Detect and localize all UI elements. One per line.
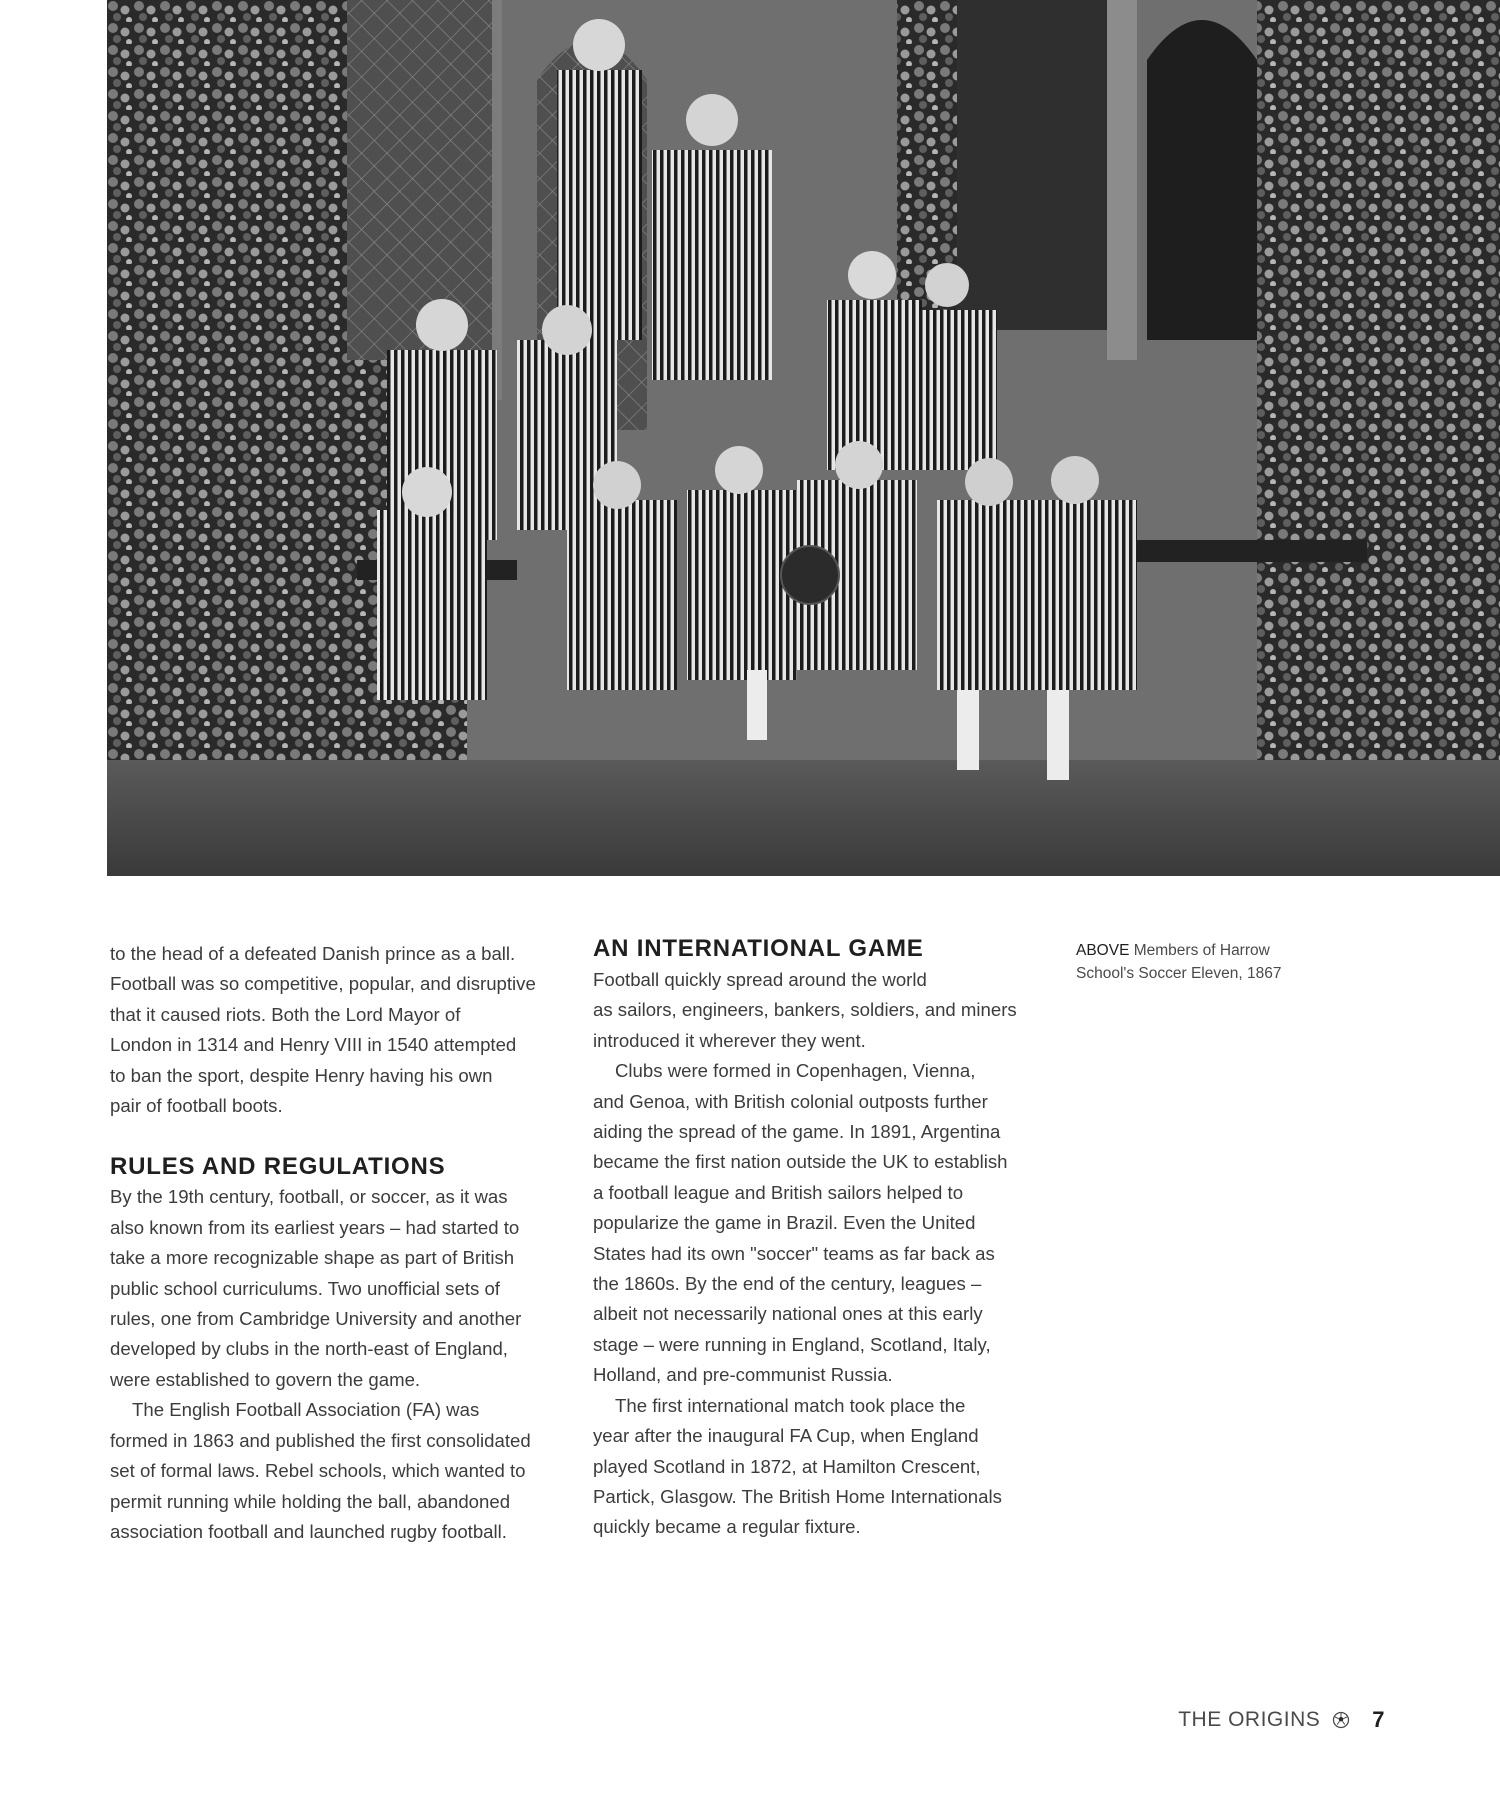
text-line: the 1860s. By the end of the century, leagues –: [593, 1273, 982, 1295]
text-line: a football league and British sailors helped to: [593, 1181, 964, 1203]
text-line: were established to govern the game.: [110, 1368, 421, 1390]
text-line: The English Football Association (FA) was: [132, 1399, 480, 1421]
text-line: introduced it wherever they went.: [593, 1029, 866, 1051]
text-line: aiding the spread of the game. In 1891, Argentina: [593, 1121, 1001, 1143]
rules-paragraph-2: [110, 1395, 560, 1547]
text-line: States had its own "soccer" teams as far back as: [593, 1242, 995, 1264]
text-line: and Genoa, with British colonial outposts further: [593, 1090, 988, 1112]
left-column: [110, 939, 560, 1547]
page-footer: [1178, 1707, 1385, 1733]
rules-paragraph-1: [110, 1182, 560, 1395]
caption-label: ABOVE: [1076, 942, 1130, 959]
international-paragraph-3: [593, 1391, 1043, 1543]
text-line: year after the inaugural FA Cup, when England: [593, 1425, 979, 1447]
text-line: also known from its earliest years – had started to: [110, 1216, 520, 1238]
text-line: association football and launched rugby football.: [110, 1520, 507, 1542]
caption-text: Members of Harrow: [1133, 942, 1270, 959]
section-heading-rules: RULES AND REGULATIONS: [110, 1153, 446, 1181]
text-line: Holland, and pre-communist Russia.: [593, 1364, 893, 1386]
text-line: to ban the sport, despite Henry having his own: [110, 1064, 493, 1086]
text-line: popularize the game in Brazil. Even the United: [593, 1212, 976, 1234]
text-line: developed by clubs in the north-east of England,: [110, 1338, 508, 1360]
intro-paragraph: [110, 939, 560, 1121]
text-line: Partick, Glasgow. The British Home Internationals: [593, 1485, 1002, 1507]
text-line: take a more recognizable shape as part of British: [110, 1247, 515, 1269]
text-line: Football quickly spread around the world: [593, 969, 927, 990]
text-line: Football was so competitive, popular, and disruptive: [110, 973, 536, 995]
team-photograph: [107, 0, 1500, 876]
photo-caption: [1076, 939, 1336, 985]
text-line: stage – were running in England, Scotland, Italy,: [593, 1333, 991, 1355]
text-line: formed in 1863 and published the first consolidated: [110, 1429, 531, 1451]
section-title: THE ORIGINS: [1178, 1708, 1321, 1731]
text-line: became the first nation outside the UK to establish: [593, 1151, 1008, 1173]
section-heading-international: AN INTERNATIONAL GAME: [593, 935, 924, 962]
text-line: permit running while holding the ball, abandoned: [110, 1490, 511, 1512]
text-line: set of formal laws. Rebel schools, which wanted to: [110, 1460, 526, 1482]
text-line: London in 1314 and Henry VIII in 1540 attempted: [110, 1034, 517, 1056]
international-paragraph-1: [593, 965, 1043, 1056]
page-number: 7: [1372, 1707, 1385, 1732]
text-line: pair of football boots.: [110, 1095, 283, 1117]
text-line: as sailors, engineers, bankers, soldiers, and miners: [593, 999, 1017, 1021]
text-line: quickly became a regular fixture.: [593, 1516, 861, 1538]
text-line: albeit not necessarily national ones at this early: [593, 1303, 983, 1325]
international-paragraph-2: [593, 1056, 1043, 1390]
text-line: rules, one from Cambridge University and another: [110, 1308, 522, 1330]
text-line: Clubs were formed in Copenhagen, Vienna,: [615, 1060, 976, 1082]
football-icon: [1332, 1711, 1350, 1729]
caption-text: School's Soccer Eleven, 1867: [1076, 965, 1282, 982]
middle-column: [593, 935, 1043, 1543]
text-line: that it caused riots. Both the Lord Mayor of: [110, 1003, 461, 1025]
text-line: public school curriculums. Two unofficial sets of: [110, 1277, 500, 1299]
text-line: to the head of a defeated Danish prince as a ball.: [110, 943, 516, 964]
text-line: played Scotland in 1872, at Hamilton Crescent,: [593, 1455, 981, 1477]
text-line: The first international match took place the: [615, 1394, 966, 1416]
photo-illustration: [107, 0, 1500, 876]
text-line: By the 19th century, football, or soccer, as it was: [110, 1186, 508, 1208]
